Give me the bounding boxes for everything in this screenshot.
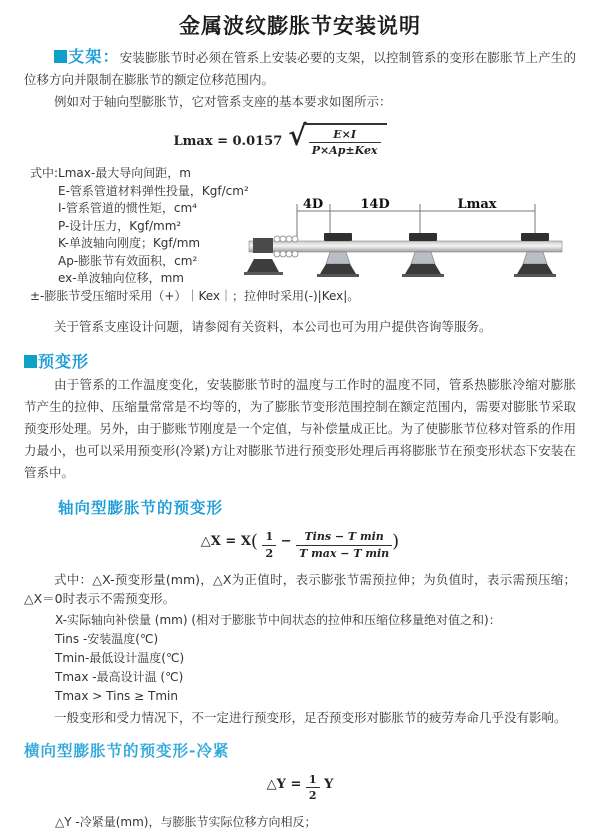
pipe: [249, 241, 562, 252]
support-note-text: 关于管系支座设计问题，请参阅有关资料，本公司也可为用户提供咨询等服务。: [54, 319, 492, 335]
axial-formula: [0, 530, 600, 559]
axial-formula-lhs: △X = X: [200, 534, 251, 550]
dim-label-14d: 14D: [360, 197, 390, 213]
definition-line: 式中:Lmax-最大导向间距，m: [30, 166, 191, 181]
lateral-subheading: 横向型膨胀节的预变形-冷紧: [24, 742, 230, 761]
axial-formula-denominator: T max − T min: [299, 546, 390, 560]
definition-line: E-管系管道材料弹性投量，Kgf/cm²: [58, 183, 249, 198]
guide-support: [514, 233, 556, 277]
predeform-heading-label: 预变形: [38, 352, 90, 372]
dim-label-4d: 4D: [302, 197, 324, 213]
axial-definition-line: Tmax > Tins ≥ Tmin: [55, 688, 178, 703]
lateral-formula: [0, 773, 600, 802]
guide-support: [317, 233, 359, 277]
definition-line: Ap-膨胀节有效面积，cm²: [58, 253, 198, 268]
support-heading: 支架：: [68, 47, 120, 66]
minus-sign: −: [280, 534, 292, 550]
sqrt-radical: [288, 119, 386, 158]
lmax-formula: [0, 119, 560, 158]
axial-note-text: 一般变形和受力情况下，不一定进行预变形，足否预变形对膨胀节的疲劳寿命几乎没有影响。: [54, 709, 567, 725]
predeform-heading: [24, 349, 600, 372]
lateral-definition-line: △Y -冷紧量(mm)，与膨胀节实际位移方向相反；: [55, 814, 317, 829]
definition-line: P-设计压力，Kgf/mm²: [58, 218, 182, 233]
page-title: 金属波纹膨胀节安装说明: [179, 14, 421, 38]
dim-label-lmax: Lmax: [457, 197, 497, 213]
predeform-paragraph: 由于管系的工作温度变化，安装膨胀节时的温度与工作时的温度不同，管系热膨胀冷缩对膨胀节产生的拉伸、压缩量常常是不均等的，为了膨胀节变形范围控制在额定范围内，需要对膨胀节采取预变形处理。另外，由于膨账节刚度是一个定值，与补偿量成正比。为了使膨胀节位移对管系的作用力最小，也可以采用预变形(冷紧)方让对膨胀节进行预变形处理后再将膨胀节在预变形状态下安装在管系中。: [24, 377, 576, 481]
axial-definition-line: Tins -安装温度(℃): [55, 631, 159, 646]
guide-support: [402, 233, 444, 277]
lateral-formula-rhs: Y: [324, 777, 334, 793]
definition-line: ±-膨胀节受压缩时采用（+）｜Kex｜；拉伸时采用(-)|Kex|。: [30, 288, 360, 303]
half-denominator: 2: [265, 546, 274, 560]
definitions-section: [0, 165, 600, 315]
close-paren: ): [392, 531, 400, 553]
axial-definition-line: Tmin-最低设计温度(℃): [55, 650, 185, 665]
lateral-half-denominator: 2: [308, 789, 317, 803]
axial-definition-line: X-实际轴向补偿量 (mm) (相对于膨胀节中间状态的拉伸和压缩位移量绝对值之和)：: [55, 612, 501, 627]
axial-subheading: 轴向型膨胀节的预变形: [58, 499, 224, 518]
support-example-text: 例如对于轴向型膨胀节，它对管系支座的基本要求如图所示：: [54, 94, 392, 109]
lmax-formula-denominator: P×Ap±Kex: [311, 144, 378, 158]
sqrt-symbol: √: [288, 119, 307, 152]
definition-line: K-单波轴向刚度；Kgf/mm: [58, 236, 201, 251]
section-marker-icon: [24, 355, 37, 368]
open-paren: (: [250, 531, 258, 553]
support-paragraph: [24, 46, 576, 91]
axial-formula-numerator: Tins − T min: [296, 530, 392, 545]
support-body-text: 安装膨胀节时必须在管系上安装必要的支架，以控制管系的变形在膨胀节上产生的位移方向并限制在膨胀节的额定位移范围内。: [24, 50, 576, 87]
pipe-support-diagram: [243, 195, 578, 293]
lateral-formula-lhs: △Y =: [266, 777, 302, 793]
document-page: [0, 10, 600, 829]
definition-line: I-管系管道的惯性矩，cm⁴: [58, 201, 197, 216]
definition-line: ex-单波轴向位移，mm: [58, 271, 184, 286]
lmax-formula-lhs: Lmax = 0.0157: [173, 134, 283, 149]
lateral-half-numerator: 1: [306, 773, 320, 788]
lmax-formula-numerator: E×I: [309, 128, 381, 143]
half-numerator: 1: [262, 530, 276, 545]
axial-definition-line: Tmax -最高设计温 (℃): [55, 669, 184, 684]
axial-explain-text: 式中：△X-预变形量(mm)，△X为正值时，表示膨张节需预拉伸；为负值时，表示需预压缩；△X＝0时表示不需预变形。: [24, 571, 576, 607]
section-marker-icon: [54, 50, 67, 63]
